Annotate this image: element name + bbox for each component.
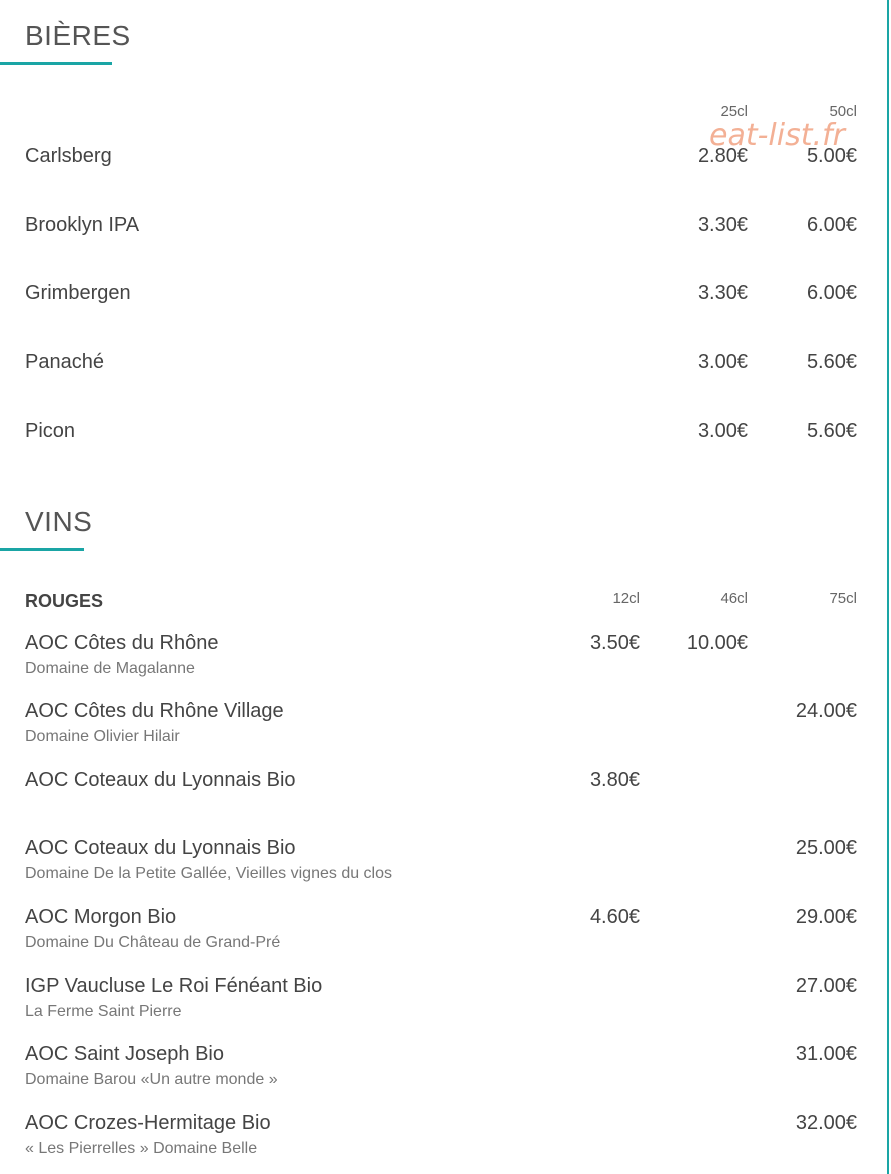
wine-row bbox=[25, 632, 865, 692]
beer-row bbox=[25, 420, 865, 480]
price-25cl: 3.00€ bbox=[697, 420, 748, 442]
price-50cl: 6.00€ bbox=[806, 214, 857, 236]
wine-producer: Domaine De la Petite Gallée, Vieilles vignes du clos bbox=[25, 865, 393, 882]
beer-name: Carlsberg bbox=[25, 145, 112, 167]
wine-row bbox=[25, 906, 865, 966]
wine-producer: Domaine de Magalanne bbox=[25, 660, 195, 677]
column-header-75cl: 75cl bbox=[829, 590, 857, 607]
wine-row bbox=[25, 769, 865, 829]
wine-row bbox=[25, 837, 865, 897]
price-75cl: 29.00€ bbox=[795, 906, 857, 928]
price-50cl: 5.60€ bbox=[806, 420, 857, 442]
wine-name: AOC Côtes du Rhône Village bbox=[25, 700, 284, 722]
price-50cl: 5.60€ bbox=[806, 351, 857, 373]
wine-name: AOC Coteaux du Lyonnais Bio bbox=[25, 769, 296, 791]
beer-name: Grimbergen bbox=[25, 282, 131, 304]
section-title-bieres: BIÈRES bbox=[25, 20, 131, 51]
price-50cl: 5.00€ bbox=[806, 145, 857, 167]
wine-producer: Domaine Olivier Hilair bbox=[25, 728, 180, 745]
section-underline-vins bbox=[0, 548, 84, 551]
price-12cl: 3.80€ bbox=[589, 769, 640, 791]
price-75cl: 27.00€ bbox=[795, 975, 857, 997]
wine-name: AOC Côtes du Rhône bbox=[25, 632, 219, 654]
beer-row bbox=[25, 282, 865, 342]
price-75cl: 24.00€ bbox=[795, 700, 857, 722]
price-75cl: 32.00€ bbox=[795, 1112, 857, 1134]
wine-name: AOC Crozes-Hermitage Bio bbox=[25, 1112, 271, 1134]
price-75cl: 31.00€ bbox=[795, 1043, 857, 1065]
watermark: eat-list.fr bbox=[709, 118, 845, 153]
column-header-25cl: 25cl bbox=[720, 103, 748, 120]
column-header-46cl: 46cl bbox=[720, 590, 748, 607]
section-title-vins: VINS bbox=[25, 506, 93, 537]
price-75cl: 25.00€ bbox=[795, 837, 857, 859]
price-50cl: 6.00€ bbox=[806, 282, 857, 304]
price-12cl: 4.60€ bbox=[589, 906, 640, 928]
beer-name: Panaché bbox=[25, 351, 104, 373]
price-46cl: 10.00€ bbox=[686, 632, 748, 654]
wine-name: IGP Vaucluse Le Roi Fénéant Bio bbox=[25, 975, 323, 997]
beer-name: Brooklyn IPA bbox=[25, 214, 140, 236]
wine-row bbox=[25, 1112, 865, 1172]
price-25cl: 3.00€ bbox=[697, 351, 748, 373]
price-12cl: 3.50€ bbox=[589, 632, 640, 654]
section-underline-bieres bbox=[0, 62, 112, 65]
wine-row bbox=[25, 1043, 865, 1103]
price-25cl: 2.80€ bbox=[697, 145, 748, 167]
subsection-title-rouges: ROUGES bbox=[25, 591, 104, 611]
wine-producer: « Les Pierrelles » Domaine Belle bbox=[25, 1140, 258, 1157]
wine-name: AOC Coteaux du Lyonnais Bio bbox=[25, 837, 296, 859]
beer-name: Picon bbox=[25, 420, 76, 442]
wine-name: AOC Morgon Bio bbox=[25, 906, 177, 928]
wine-producer: Domaine Barou «Un autre monde » bbox=[25, 1071, 278, 1088]
price-25cl: 3.30€ bbox=[697, 214, 748, 236]
wine-row bbox=[25, 700, 865, 760]
beer-row bbox=[25, 351, 865, 411]
wine-producer: La Ferme Saint Pierre bbox=[25, 1003, 182, 1020]
column-header-12cl: 12cl bbox=[612, 590, 640, 607]
wine-name: AOC Saint Joseph Bio bbox=[25, 1043, 224, 1065]
price-25cl: 3.30€ bbox=[697, 282, 748, 304]
beer-row bbox=[25, 214, 865, 274]
column-header-50cl: 50cl bbox=[829, 103, 857, 120]
wine-row bbox=[25, 975, 865, 1035]
beer-row bbox=[25, 145, 865, 205]
wine-producer: Domaine Du Château de Grand-Pré bbox=[25, 934, 281, 951]
right-border bbox=[887, 0, 889, 1174]
